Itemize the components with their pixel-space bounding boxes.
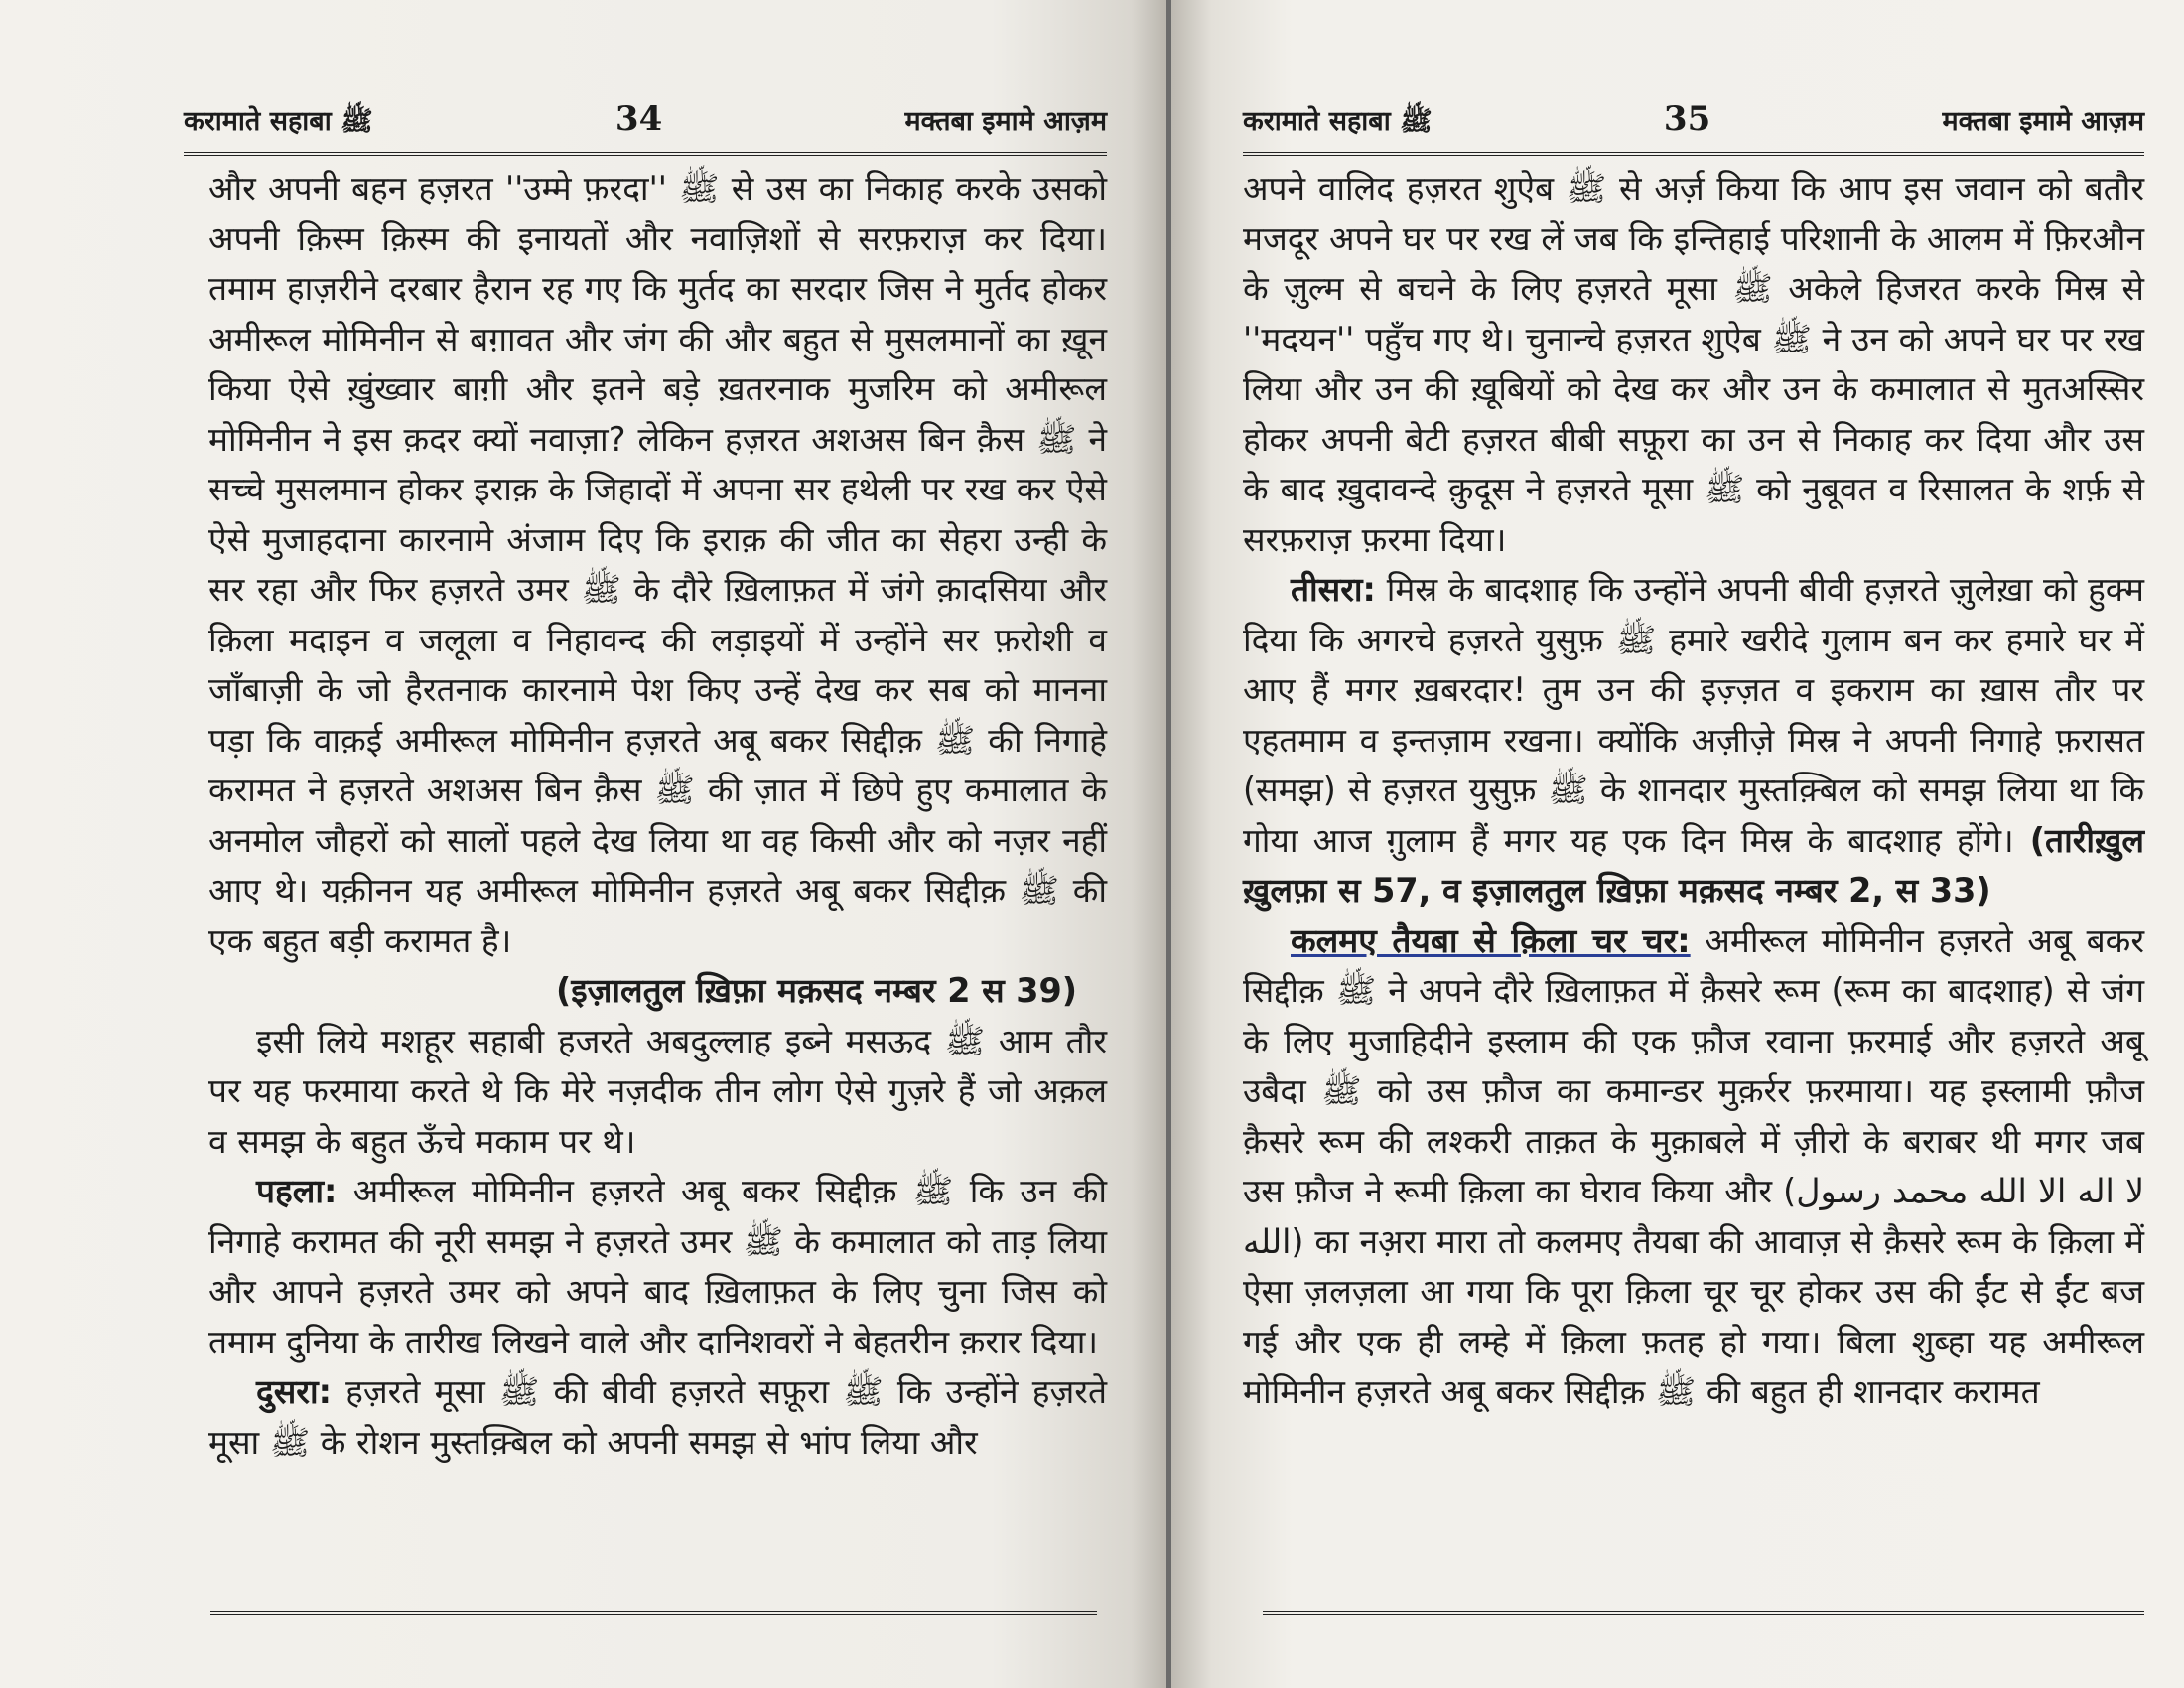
right-header-publisher: मक्तबा इमामे आज़म	[1942, 106, 2144, 137]
right-paragraph-3-heading: कलमए तैयबा से क़िला चर चर:	[1291, 920, 1691, 960]
left-citation: (इज़ालतुल ख़िफ़ा मक़सद नम्बर 2 स 39)	[555, 971, 1077, 1010]
right-paragraph-1: अपने वालिद हज़रत शुऐब ﷺ से अर्ज़ किया कि आप इस जवान को बतौर मजदूर अपने घर पर रख लें जब कि इन्तिहाई परिशानी के आलम में फ़िरऔन के ज़ुल्म से बचने के लिए हज़रते मूसा ﷺ अकेले हिजरत करके मिस्र से ''मदयन'' पहुँच गए थे। चुनान्चे हज़रत शुऐब ﷺ ने उन को अपने घर पर रख लिया और उन की ख़ूबियों को देख कर और उन के कमालात से मुतअस्सिर होकर अपनी बेटी हज़रत बीबी सफ़ूरा का उन से निकाह कर दिया और उस के बाद ख़ुदावन्दे क़ुदूस ने हज़रते मूसा ﷺ को नुबूवत व रिसालत के शर्फ़ से सरफ़राज़ फ़रमा दिया।	[1243, 169, 2144, 559]
right-paragraph-2-text: मिस्र के बादशाह कि उन्होंने अपनी बीवी हज़रते ज़ुलेख़ा को हुक्म दिया कि अगरचे हज़रते युसुफ़ ﷺ हमारे खरीदे गुलाम बन कर हमारे घर में आए हैं मगर ख़बरदार! तुम उन की इज़्ज़त व इकराम का ख़ास तौर पर एहतमाम व इन्तज़ाम रखना। क्योंकि अज़ीज़े मिस्र ने अपनी निगाहे फ़रासत (समझ) से हज़रत युसुफ़ ﷺ के शानदार मुस्तक़्बिल को समझ लिया था कि गोया आज ग़ुलाम हैं मगर यह एक दिन मिस्र के बादशाह होंगे।	[1243, 570, 2144, 860]
right-paragraph-3	[1243, 916, 2144, 1418]
left-footer-rule	[210, 1611, 1097, 1615]
left-paragraph-4	[208, 1367, 1107, 1468]
right-paragraph-2	[1243, 565, 2144, 916]
left-page-body	[208, 164, 1107, 1468]
left-header-publisher: मक्तबा इमामे आज़म	[904, 106, 1107, 137]
right-page-body	[1243, 164, 2144, 1418]
right-footer-rule	[1263, 1611, 2144, 1615]
right-paragraph-3-text: अमीरूल मोमिनीन हज़रते अबू बकर सिद्दीक़ ﷺ ने अपने दौरे ख़िलाफ़त में क़ैसरे रूम (रूम का बादशाह) से जंग के लिए मुजाहिदीने इस्लाम की एक फ़ौज रवाना फ़रमाई और हज़रते अबू उबैदा ﷺ को उस फ़ौज का कमान्डर मुक़र्रर फ़रमाया। यह इस्लामी फ़ौज क़ैसरे रूम की लश्करी ताक़त के मुक़ाबले में ज़ीरो के बराबर थी मगर जब उस फ़ौज ने रूमी क़िला का घेराव किया और (لا اله الا الله محمد رسول الله) का नअ़रा मारा तो कलमए तैयबा की आवाज़ से क़ैसरे रूम के क़िला में ऐसा ज़लज़ला आ गया कि पूरा क़िला चूर चूर होकर उस की ईंट से ईंट बज गई और एक ही लम्हे में क़िला फ़तह हो गया। बिला शुब्हा यह अमीरूल मोमिनीन हज़रते अबू बकर सिद्दीक़ ﷺ की बहुत ही शानदार करामत	[1243, 920, 2145, 1411]
left-paragraph-3-text: अमीरूल मोमिनीन हज़रते अबू बकर सिद्दीक़ ﷺ कि उन की निगाहे करामत की नूरी समझ ने हज़रते उमर ﷺ के कमालात को ताड़ लिया और आपने हज़रते उमर को अपने बाद ख़िलाफ़त के लिए चुना जिस को तमाम दुनिया के तारीख लिखने वाले और दानिशवरों ने बेहतरीन क़रार दिया।	[208, 1172, 1107, 1361]
left-paragraph-1: और अपनी बहन हज़रत ''उम्मे फ़रदा'' ﷺ से उस का निकाह करके उसको अपनी क़िस्म क़िस्म की इनायतों और नवाज़िशों से सरफ़राज़ कर दिया। तमाम हाज़रीने दरबार हैरान रह गए कि मुर्तद का सरदार जिस ने मुर्तद होकर अमीरूल मोमिनीन से बग़ावत और जंग की और बहुत से मुसलमानों का ख़ून किया ऐसे ख़ुंख्वार बाग़ी और इतने बड़े ख़तरनाक मुजरिम को अमीरूल मोमिनीन ने इस क़दर क्यों नवाज़ा? लेकिन हज़रत अशअस बिन क़ैस ﷺ ने सच्चे मुसलमान होकर इराक़ के जिहादों में अपना सर हथेली पर रख कर ऐसे ऐसे मुजाहदाना कारनामे अंजाम दिए कि इराक़ की जीत का सेहरा उन्ही के सर रहा और फिर हज़रते उमर ﷺ के दौरे ख़िलाफ़त में जंगे क़ादसिया और क़िला मदाइन व जलूला व निहावन्द की लड़ाइयों में उन्होंने सर फ़रोशी व जाँबाज़ी के जो हैरतनाक कारनामे पेश किए उन्हें देख कर सब को मानना पड़ा कि वाक़ई अमीरूल मोमिनीन हज़रते अबू बकर सिद्दीक़ ﷺ की निगाहे करामत ने हज़रते अशअस बिन क़ैस ﷺ की ज़ात में छिपे हुए कमालात के अनमोल जौहरों को सालों पहले देख लिया था वह किसी और को नज़र नहीं आए थे। यक़ीनन यह अमीरूल मोमिनीन हज़रते अबू बकर सिद्दीक़ ﷺ की एक बहुत बड़ी करामत है।	[208, 169, 1107, 960]
right-paragraph-2-citation: (तारीख़ुल ख़ुलफ़ा स 57, व इज़ालतुल ख़िफ़ा मक़सद नम्बर 2, स 33)	[1243, 820, 2144, 910]
left-page-number: 34	[614, 99, 663, 139]
left-header-title: करामाते सहाबा ﷺ	[184, 106, 373, 137]
right-header-title: करामाते सहाबा ﷺ	[1243, 106, 1433, 137]
left-paragraph-2: इसी लिये मशहूर सहाबी हजरते अबदुल्लाह इब्ने मसऊद ﷺ आम तौर पर यह फरमाया करते थे कि मेरे नज़दीक तीन लोग ऐसे गुज़रे हैं जो अक़ल व समझ के बहुत ऊँचे मकाम पर थे।	[208, 1021, 1107, 1161]
right-paragraph-2-label: तीसरा:	[1291, 570, 1376, 609]
left-page-header	[184, 99, 1107, 156]
right-page	[1171, 0, 2184, 1688]
right-page-number: 35	[1663, 99, 1711, 139]
right-page-header	[1243, 99, 2144, 156]
left-paragraph-3	[208, 1167, 1107, 1367]
left-paragraph-4-text: हज़रते मूसा ﷺ की बीवी हज़रते सफ़ूरा ﷺ कि उन्होंने हज़रते मूसा ﷺ के रोशन मुस्तक़्बिल को अपनी समझ से भांप लिया और	[208, 1372, 1107, 1462]
left-paragraph-3-label: पहला:	[256, 1172, 338, 1210]
left-paragraph-4-label: दुसरा:	[256, 1372, 332, 1411]
